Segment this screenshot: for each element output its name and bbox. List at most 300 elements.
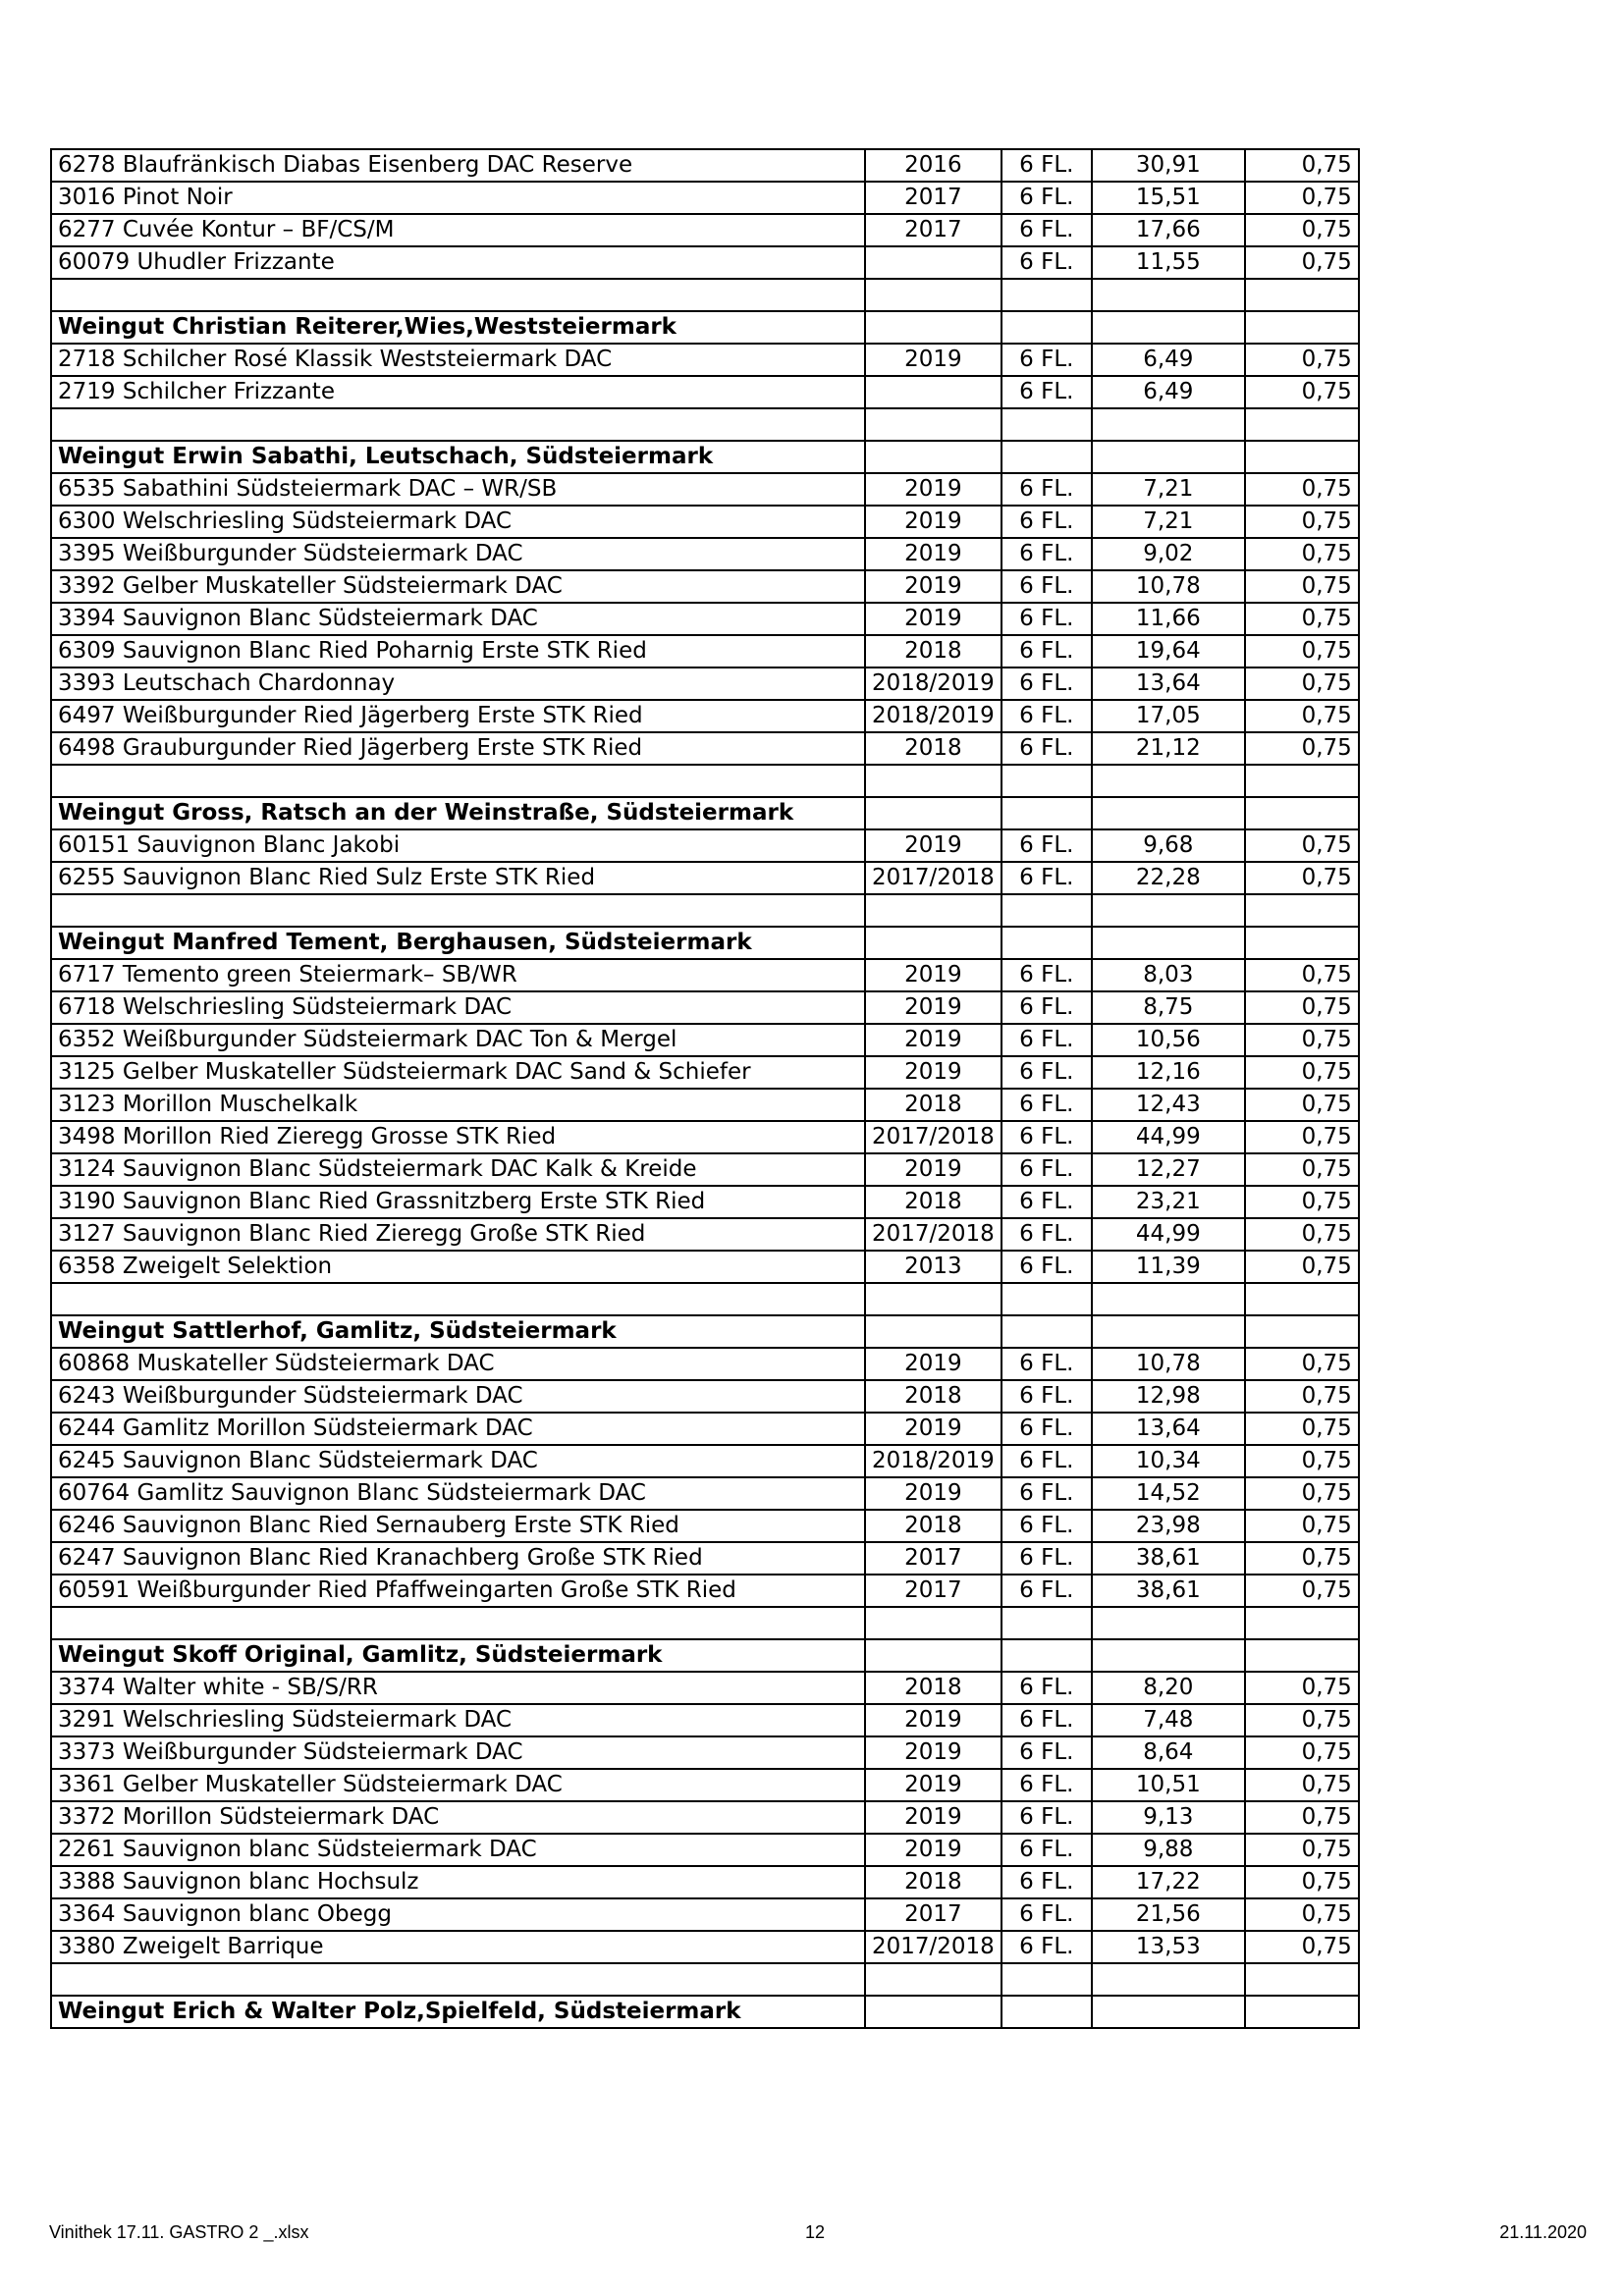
wine-row	[51, 1089, 1359, 1121]
pack-cell: 6 FL.	[1001, 1931, 1092, 1963]
vintage-cell: 2017/2018	[865, 1931, 1001, 1963]
wine-name-cell: 60079 Uhudler Frizzante	[51, 246, 865, 279]
wine-row	[51, 1672, 1359, 1704]
wine-row	[51, 635, 1359, 667]
wine-row	[51, 1153, 1359, 1186]
pack-cell: 6 FL.	[1001, 667, 1092, 700]
bottle-size-cell: 0,75	[1245, 182, 1359, 214]
wine-row	[51, 1121, 1359, 1153]
wine-name-cell: 3374 Walter white - SB/S/RR	[51, 1672, 865, 1704]
wine-row	[51, 1477, 1359, 1510]
pack-cell: 6 FL.	[1001, 1898, 1092, 1931]
vintage-cell: 2018	[865, 1510, 1001, 1542]
winery-header-row	[51, 1996, 1359, 2028]
pack-cell	[1001, 1996, 1092, 2028]
price-cell: 21,12	[1092, 732, 1245, 765]
winery-header-row	[51, 1315, 1359, 1348]
wine-row	[51, 959, 1359, 991]
wine-row	[51, 1931, 1359, 1963]
wine-row	[51, 246, 1359, 279]
wine-name-cell: 6309 Sauvignon Blanc Ried Poharnig Erste STK Ried	[51, 635, 865, 667]
wine-name-cell: 60151 Sauvignon Blanc Jakobi	[51, 829, 865, 862]
vintage-cell: 2018	[865, 1672, 1001, 1704]
vintage-cell	[865, 441, 1001, 473]
pack-cell: 6 FL.	[1001, 1380, 1092, 1413]
winery-header-row	[51, 1639, 1359, 1672]
wine-name-cell: 3123 Morillon Muschelkalk	[51, 1089, 865, 1121]
price-cell: 17,66	[1092, 214, 1245, 246]
bottle-size-cell: 0,75	[1245, 1153, 1359, 1186]
bottle-size-cell	[1245, 279, 1359, 311]
footer-page-number: 12	[805, 2222, 826, 2242]
vintage-cell: 2019	[865, 829, 1001, 862]
vintage-cell: 2017/2018	[865, 1218, 1001, 1251]
price-cell	[1092, 1963, 1245, 1996]
price-cell	[1092, 894, 1245, 927]
wine-row	[51, 991, 1359, 1024]
pack-cell	[1001, 1607, 1092, 1639]
price-cell: 7,21	[1092, 506, 1245, 538]
price-cell: 7,48	[1092, 1704, 1245, 1736]
wine-name-cell: 2261 Sauvignon blanc Südsteiermark DAC	[51, 1834, 865, 1866]
price-cell: 17,05	[1092, 700, 1245, 732]
winery-name-cell: Weingut Manfred Tement, Berghausen, Südsteiermark	[51, 927, 865, 959]
wine-name-cell: 3373 Weißburgunder Südsteiermark DAC	[51, 1736, 865, 1769]
vintage-cell: 2019	[865, 1153, 1001, 1186]
wine-name-cell: 3395 Weißburgunder Südsteiermark DAC	[51, 538, 865, 570]
price-cell	[1092, 441, 1245, 473]
price-cell: 13,53	[1092, 1931, 1245, 1963]
bottle-size-cell: 0,75	[1245, 506, 1359, 538]
bottle-size-cell: 0,75	[1245, 1251, 1359, 1283]
vintage-cell: 2019	[865, 473, 1001, 506]
pack-cell	[1001, 408, 1092, 441]
price-cell: 38,61	[1092, 1542, 1245, 1575]
price-cell: 10,51	[1092, 1769, 1245, 1801]
pack-cell	[1001, 927, 1092, 959]
vintage-cell: 2017/2018	[865, 862, 1001, 894]
pack-cell: 6 FL.	[1001, 1089, 1092, 1121]
wine-name-cell: 3380 Zweigelt Barrique	[51, 1931, 865, 1963]
vintage-cell: 2019	[865, 1834, 1001, 1866]
wine-name-cell: 6358 Zweigelt Selektion	[51, 1251, 865, 1283]
wine-name-cell: 3361 Gelber Muskateller Südsteiermark DAC	[51, 1769, 865, 1801]
pack-cell: 6 FL.	[1001, 1510, 1092, 1542]
bottle-size-cell: 0,75	[1245, 700, 1359, 732]
vintage-cell: 2019	[865, 991, 1001, 1024]
vintage-cell: 2018	[865, 1866, 1001, 1898]
vintage-cell: 2017/2018	[865, 1121, 1001, 1153]
vintage-cell	[865, 894, 1001, 927]
price-cell: 9,13	[1092, 1801, 1245, 1834]
wine-name-cell: 3127 Sauvignon Blanc Ried Zieregg Große STK Ried	[51, 1218, 865, 1251]
wine-name-cell: 6498 Grauburgunder Ried Jägerberg Erste STK Ried	[51, 732, 865, 765]
wine-row	[51, 1024, 1359, 1056]
wine-row	[51, 1542, 1359, 1575]
bottle-size-cell: 0,75	[1245, 214, 1359, 246]
price-cell	[1092, 279, 1245, 311]
winery-header-row	[51, 441, 1359, 473]
bottle-size-cell: 0,75	[1245, 862, 1359, 894]
price-cell: 38,61	[1092, 1575, 1245, 1607]
price-cell: 11,55	[1092, 246, 1245, 279]
spacer-row	[51, 1283, 1359, 1315]
bottle-size-cell: 0,75	[1245, 1413, 1359, 1445]
price-cell: 6,49	[1092, 344, 1245, 376]
price-cell: 10,78	[1092, 570, 1245, 603]
wine-row	[51, 1186, 1359, 1218]
vintage-cell: 2016	[865, 149, 1001, 182]
wine-row	[51, 829, 1359, 862]
wine-name-cell: 3393 Leutschach Chardonnay	[51, 667, 865, 700]
wine-row	[51, 376, 1359, 408]
vintage-cell	[865, 376, 1001, 408]
pack-cell: 6 FL.	[1001, 959, 1092, 991]
pack-cell: 6 FL.	[1001, 1801, 1092, 1834]
price-cell: 9,68	[1092, 829, 1245, 862]
wine-row	[51, 1736, 1359, 1769]
pack-cell	[1001, 1639, 1092, 1672]
winery-name-cell: Weingut Erich & Walter Polz,Spielfeld, Südsteiermark	[51, 1996, 865, 2028]
bottle-size-cell: 0,75	[1245, 246, 1359, 279]
pack-cell	[1001, 441, 1092, 473]
wine-row	[51, 1251, 1359, 1283]
pack-cell: 6 FL.	[1001, 1834, 1092, 1866]
price-cell	[1092, 765, 1245, 797]
winery-name-cell: Weingut Skoff Original, Gamlitz, Südsteiermark	[51, 1639, 865, 1672]
vintage-cell: 2018/2019	[865, 667, 1001, 700]
pack-cell	[1001, 279, 1092, 311]
bottle-size-cell: 0,75	[1245, 1866, 1359, 1898]
wine-name-cell: 3016 Pinot Noir	[51, 182, 865, 214]
vintage-cell: 2019	[865, 1348, 1001, 1380]
price-cell: 30,91	[1092, 149, 1245, 182]
wine-name-cell: 3125 Gelber Muskateller Südsteiermark DAC Sand & Schiefer	[51, 1056, 865, 1089]
wine-name-cell: 6535 Sabathini Südsteiermark DAC – WR/SB	[51, 473, 865, 506]
vintage-cell: 2017	[865, 1898, 1001, 1931]
spacer-row	[51, 765, 1359, 797]
wine-row	[51, 1834, 1359, 1866]
wine-row	[51, 506, 1359, 538]
pack-cell: 6 FL.	[1001, 1024, 1092, 1056]
wine-name-cell: 6278 Blaufränkisch Diabas Eisenberg DAC Reserve	[51, 149, 865, 182]
bottle-size-cell: 0,75	[1245, 570, 1359, 603]
price-cell: 11,66	[1092, 603, 1245, 635]
winery-name-cell: Weingut Christian Reiterer,Wies,Weststeiermark	[51, 311, 865, 344]
bottle-size-cell	[1245, 408, 1359, 441]
bottle-size-cell: 0,75	[1245, 1575, 1359, 1607]
vintage-cell	[865, 246, 1001, 279]
price-cell	[1092, 1639, 1245, 1672]
wine-row	[51, 1510, 1359, 1542]
price-cell: 22,28	[1092, 862, 1245, 894]
vintage-cell: 2017	[865, 1575, 1001, 1607]
wine-row	[51, 1898, 1359, 1931]
price-cell	[1092, 311, 1245, 344]
wine-name-cell: 60868 Muskateller Südsteiermark DAC	[51, 1348, 865, 1380]
price-cell: 23,21	[1092, 1186, 1245, 1218]
spacer-row	[51, 1607, 1359, 1639]
wine-name-cell: 6352 Weißburgunder Südsteiermark DAC Ton & Mergel	[51, 1024, 865, 1056]
bottle-size-cell: 0,75	[1245, 1510, 1359, 1542]
price-cell: 8,20	[1092, 1672, 1245, 1704]
vintage-cell: 2019	[865, 959, 1001, 991]
vintage-cell	[865, 797, 1001, 829]
wine-name-cell: 6243 Weißburgunder Südsteiermark DAC	[51, 1380, 865, 1413]
bottle-size-cell: 0,75	[1245, 344, 1359, 376]
wine-row	[51, 1056, 1359, 1089]
bottle-size-cell: 0,75	[1245, 1348, 1359, 1380]
wine-name-cell: 6255 Sauvignon Blanc Ried Sulz Erste STK Ried	[51, 862, 865, 894]
wine-row	[51, 732, 1359, 765]
price-cell: 13,64	[1092, 1413, 1245, 1445]
wine-row	[51, 862, 1359, 894]
pack-cell: 6 FL.	[1001, 1218, 1092, 1251]
bottle-size-cell: 0,75	[1245, 1186, 1359, 1218]
wine-name-cell: 3190 Sauvignon Blanc Ried Grassnitzberg Erste STK Ried	[51, 1186, 865, 1218]
pack-cell: 6 FL.	[1001, 1477, 1092, 1510]
vintage-cell	[865, 408, 1001, 441]
bottle-size-cell: 0,75	[1245, 538, 1359, 570]
pack-cell	[1001, 1283, 1092, 1315]
pack-cell: 6 FL.	[1001, 862, 1092, 894]
vintage-cell: 2018	[865, 1089, 1001, 1121]
wine-name-cell: 3364 Sauvignon blanc Obegg	[51, 1898, 865, 1931]
wine-row	[51, 1704, 1359, 1736]
wine-name-cell: 3498 Morillon Ried Zieregg Grosse STK Ried	[51, 1121, 865, 1153]
price-cell	[1092, 408, 1245, 441]
wine-row	[51, 538, 1359, 570]
pack-cell: 6 FL.	[1001, 1736, 1092, 1769]
pack-cell	[1001, 1963, 1092, 1996]
bottle-size-cell	[1245, 927, 1359, 959]
pack-cell: 6 FL.	[1001, 732, 1092, 765]
vintage-cell: 2017	[865, 1542, 1001, 1575]
wine-name-cell: 3291 Welschriesling Südsteiermark DAC	[51, 1704, 865, 1736]
wine-name-cell	[51, 1963, 865, 1996]
bottle-size-cell: 0,75	[1245, 603, 1359, 635]
pack-cell: 6 FL.	[1001, 1575, 1092, 1607]
wine-row	[51, 1348, 1359, 1380]
wine-row	[51, 1769, 1359, 1801]
pack-cell: 6 FL.	[1001, 1121, 1092, 1153]
vintage-cell: 2019	[865, 570, 1001, 603]
wine-name-cell: 3372 Morillon Südsteiermark DAC	[51, 1801, 865, 1834]
pack-cell: 6 FL.	[1001, 246, 1092, 279]
pack-cell: 6 FL.	[1001, 1186, 1092, 1218]
bottle-size-cell: 0,75	[1245, 635, 1359, 667]
wine-name-cell	[51, 1283, 865, 1315]
wine-row	[51, 182, 1359, 214]
wine-name-cell: 2719 Schilcher Frizzante	[51, 376, 865, 408]
vintage-cell: 2019	[865, 1477, 1001, 1510]
vintage-cell	[865, 279, 1001, 311]
bottle-size-cell: 0,75	[1245, 1024, 1359, 1056]
bottle-size-cell: 0,75	[1245, 1736, 1359, 1769]
pack-cell	[1001, 765, 1092, 797]
price-cell: 6,49	[1092, 376, 1245, 408]
bottle-size-cell: 0,75	[1245, 959, 1359, 991]
bottle-size-cell: 0,75	[1245, 1477, 1359, 1510]
bottle-size-cell	[1245, 894, 1359, 927]
pack-cell	[1001, 311, 1092, 344]
bottle-size-cell: 0,75	[1245, 732, 1359, 765]
wine-price-table	[50, 148, 1360, 2029]
vintage-cell: 2019	[865, 1769, 1001, 1801]
pack-cell	[1001, 797, 1092, 829]
vintage-cell	[865, 1283, 1001, 1315]
pack-cell: 6 FL.	[1001, 1542, 1092, 1575]
wine-price-table-body	[51, 149, 1359, 2028]
wine-row	[51, 344, 1359, 376]
bottle-size-cell	[1245, 1996, 1359, 2028]
bottle-size-cell: 0,75	[1245, 473, 1359, 506]
wine-name-cell	[51, 279, 865, 311]
wine-name-cell: 6246 Sauvignon Blanc Ried Sernauberg Erste STK Ried	[51, 1510, 865, 1542]
vintage-cell: 2018	[865, 1186, 1001, 1218]
price-cell: 44,99	[1092, 1218, 1245, 1251]
pack-cell: 6 FL.	[1001, 570, 1092, 603]
wine-name-cell: 6245 Sauvignon Blanc Südsteiermark DAC	[51, 1445, 865, 1477]
wine-row	[51, 700, 1359, 732]
wine-row	[51, 149, 1359, 182]
bottle-size-cell: 0,75	[1245, 1380, 1359, 1413]
price-cell: 12,43	[1092, 1089, 1245, 1121]
wine-row	[51, 214, 1359, 246]
wine-row	[51, 1445, 1359, 1477]
pack-cell	[1001, 1315, 1092, 1348]
price-cell	[1092, 1996, 1245, 2028]
wine-row	[51, 1575, 1359, 1607]
bottle-size-cell: 0,75	[1245, 667, 1359, 700]
bottle-size-cell	[1245, 797, 1359, 829]
pack-cell: 6 FL.	[1001, 182, 1092, 214]
price-cell: 9,88	[1092, 1834, 1245, 1866]
vintage-cell: 2019	[865, 1056, 1001, 1089]
bottle-size-cell: 0,75	[1245, 1801, 1359, 1834]
pack-cell: 6 FL.	[1001, 149, 1092, 182]
price-cell: 23,98	[1092, 1510, 1245, 1542]
bottle-size-cell: 0,75	[1245, 1056, 1359, 1089]
spacer-row	[51, 408, 1359, 441]
spacer-row	[51, 279, 1359, 311]
vintage-cell: 2019	[865, 538, 1001, 570]
bottle-size-cell: 0,75	[1245, 1704, 1359, 1736]
price-cell: 12,27	[1092, 1153, 1245, 1186]
price-cell: 14,52	[1092, 1477, 1245, 1510]
pack-cell: 6 FL.	[1001, 1251, 1092, 1283]
bottle-size-cell	[1245, 1607, 1359, 1639]
pack-cell: 6 FL.	[1001, 1769, 1092, 1801]
vintage-cell: 2017	[865, 214, 1001, 246]
wine-row	[51, 1866, 1359, 1898]
vintage-cell: 2019	[865, 1024, 1001, 1056]
price-cell	[1092, 1283, 1245, 1315]
price-cell: 10,56	[1092, 1024, 1245, 1056]
wine-name-cell: 6717 Temento green Steiermark– SB/WR	[51, 959, 865, 991]
pack-cell: 6 FL.	[1001, 376, 1092, 408]
vintage-cell: 2018/2019	[865, 700, 1001, 732]
price-cell: 8,03	[1092, 959, 1245, 991]
bottle-size-cell: 0,75	[1245, 1218, 1359, 1251]
winery-header-row	[51, 927, 1359, 959]
wine-name-cell: 3124 Sauvignon Blanc Südsteiermark DAC Kalk & Kreide	[51, 1153, 865, 1186]
price-cell: 44,99	[1092, 1121, 1245, 1153]
vintage-cell	[865, 1315, 1001, 1348]
wine-row	[51, 603, 1359, 635]
bottle-size-cell	[1245, 1639, 1359, 1672]
wine-name-cell	[51, 765, 865, 797]
pack-cell: 6 FL.	[1001, 1153, 1092, 1186]
vintage-cell: 2019	[865, 1704, 1001, 1736]
price-cell: 12,16	[1092, 1056, 1245, 1089]
pack-cell: 6 FL.	[1001, 603, 1092, 635]
bottle-size-cell: 0,75	[1245, 1834, 1359, 1866]
price-cell: 17,22	[1092, 1866, 1245, 1898]
vintage-cell: 2019	[865, 1736, 1001, 1769]
vintage-cell	[865, 1639, 1001, 1672]
pack-cell: 6 FL.	[1001, 1672, 1092, 1704]
pack-cell: 6 FL.	[1001, 1348, 1092, 1380]
bottle-size-cell	[1245, 441, 1359, 473]
wine-name-cell: 6497 Weißburgunder Ried Jägerberg Erste STK Ried	[51, 700, 865, 732]
price-cell: 9,02	[1092, 538, 1245, 570]
wine-name-cell: 3392 Gelber Muskateller Südsteiermark DAC	[51, 570, 865, 603]
wine-name-cell	[51, 408, 865, 441]
bottle-size-cell	[1245, 311, 1359, 344]
price-cell: 7,21	[1092, 473, 1245, 506]
bottle-size-cell: 0,75	[1245, 1121, 1359, 1153]
wine-name-cell: 6247 Sauvignon Blanc Ried Kranachberg Große STK Ried	[51, 1542, 865, 1575]
winery-name-cell: Weingut Sattlerhof, Gamlitz, Südsteiermark	[51, 1315, 865, 1348]
price-cell: 12,98	[1092, 1380, 1245, 1413]
price-cell: 10,34	[1092, 1445, 1245, 1477]
vintage-cell: 2019	[865, 344, 1001, 376]
wine-name-cell: 60764 Gamlitz Sauvignon Blanc Südsteiermark DAC	[51, 1477, 865, 1510]
wine-row	[51, 1380, 1359, 1413]
bottle-size-cell: 0,75	[1245, 1769, 1359, 1801]
bottle-size-cell: 0,75	[1245, 991, 1359, 1024]
wine-name-cell: 6277 Cuvée Kontur – BF/CS/M	[51, 214, 865, 246]
wine-name-cell: 3394 Sauvignon Blanc Südsteiermark DAC	[51, 603, 865, 635]
bottle-size-cell: 0,75	[1245, 1898, 1359, 1931]
vintage-cell	[865, 1996, 1001, 2028]
price-cell: 15,51	[1092, 182, 1245, 214]
vintage-cell: 2018	[865, 635, 1001, 667]
bottle-size-cell: 0,75	[1245, 1089, 1359, 1121]
pack-cell: 6 FL.	[1001, 829, 1092, 862]
bottle-size-cell	[1245, 1315, 1359, 1348]
price-cell	[1092, 1315, 1245, 1348]
pack-cell: 6 FL.	[1001, 991, 1092, 1024]
wine-name-cell: 3388 Sauvignon blanc Hochsulz	[51, 1866, 865, 1898]
wine-row	[51, 1218, 1359, 1251]
price-cell: 13,64	[1092, 667, 1245, 700]
bottle-size-cell: 0,75	[1245, 1445, 1359, 1477]
bottle-size-cell: 0,75	[1245, 376, 1359, 408]
price-cell: 10,78	[1092, 1348, 1245, 1380]
bottle-size-cell	[1245, 1963, 1359, 1996]
wine-row	[51, 1413, 1359, 1445]
vintage-cell: 2018	[865, 732, 1001, 765]
vintage-cell	[865, 1607, 1001, 1639]
pack-cell: 6 FL.	[1001, 1866, 1092, 1898]
vintage-cell: 2019	[865, 506, 1001, 538]
footer-date: 21.11.2020	[1499, 2222, 1587, 2242]
bottle-size-cell: 0,75	[1245, 1931, 1359, 1963]
pack-cell: 6 FL.	[1001, 506, 1092, 538]
vintage-cell: 2019	[865, 603, 1001, 635]
